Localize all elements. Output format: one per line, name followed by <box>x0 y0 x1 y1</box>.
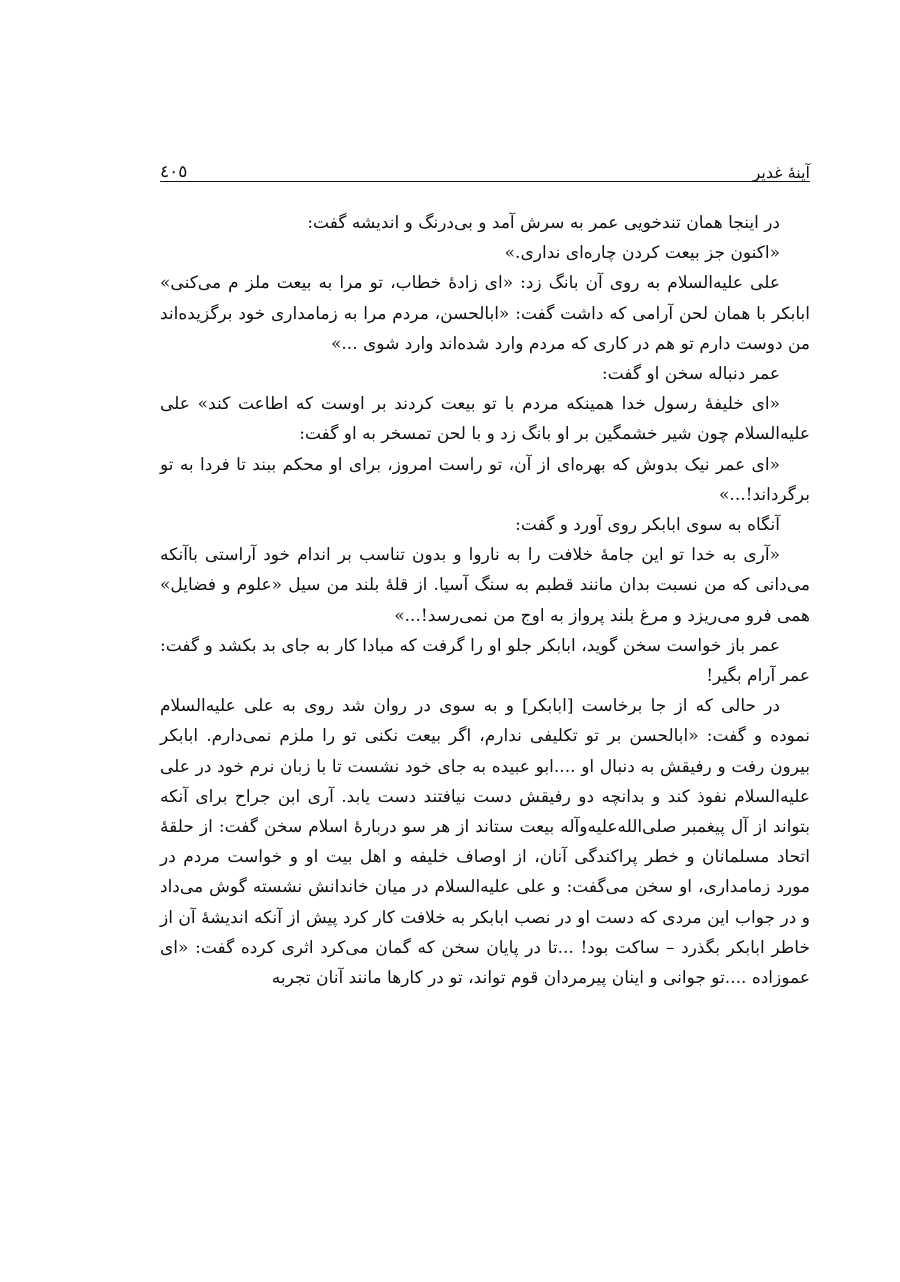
paragraph: «آری به خدا تو این جامهٔ خلافت را به ناروا و بدون تناسب بر اندام خود آراستی باآنکه می‌دانی که من نسبت بدان مانند قطبم به سنگ آسیا. از قلهٔ بلند من سیل «علوم و فضایل» همی فرو می‌ریزد و مرغ بلند پرواز به اوج من نمی‌رسد!...» <box>160 545 810 626</box>
book-title: آینهٔ غدیر <box>752 163 810 182</box>
paragraph: عمر باز خواست سخن گوید، ابابکر جلو او را گرفت که مبادا کار به جای بد بکشد و گفت: عمر آرام بگیر! <box>160 635 810 687</box>
paragraph: در حالی که از جا برخاست [ابابکر] و به سوی در روان شد روی به علی عليه‌السلام نموده و گفت: «ابالحسن بر تو تکلیفی ندارم، اگر بیعت نکنی تو را ملزم نمی‌دارم. ابابکر بیرون رفت و رفیقش به دنبال او ....ابو عبیده به جای خود نشست تا با زبان نرم خود در علی عليه‌السلام نفوذ کند و بدانچه دو رفیقش دست نیافتند دست یابد. آری ابن جراح برای آنکه بتواند از آل پیغمبر صلی‌الله‌علیه‌وآله بیعت ستاند از هر سو دربارهٔ اسلام سخن گفت: از حلقهٔ اتحاد مسلمانان و خطر پراکندگی آنان، از اوصاف خلیفه و اهل بیت او و خواست مردم در مورد زمامداری، او سخن می‌گفت: و علی عليه‌السلام در میان خاندانش نشسته گوش می‌داد و در جواب این مردی که دست او در نصب ابابکر به خلافت کار کرد پیش از آنکه اندیشهٔ آن از خاطر ابابکر بگذرد – ساکت بود! ...تا در پایان سخن که گمان می‌کرد اثری کرده گفت: «ای عموزاده ....تو جوانی و اینان پیرمردان قوم تواند، تو در کارها مانند آنان تجربه <box>160 696 810 989</box>
paragraph: آنگاه به سوی ابابکر روی آورد و گفت: <box>515 515 780 536</box>
paragraph: «ای عمر نیک بدوش که بهره‌ای از آن، تو راست امروز، برای او محکم ببند تا فردا به تو برگرداند!...» <box>160 454 810 505</box>
paragraph: عمر دنباله سخن او گفت: <box>601 364 780 385</box>
paragraph: علی عليه‌السلام به روی آن بانگ زد: «ای زادهٔ خطاب، تو مرا به بیعت ملز م می‌کنی» ابابکر با همان لحن آرامی که داشت گفت: «ابالحسن، مردم مرا به زمامداری خود برگزیده‌اند من دوست دارم تو هم در کاری که مردم وارد شده‌اند وارد شوی ...» <box>160 273 810 354</box>
page-number: ٤٠٥ <box>160 162 188 182</box>
paragraph: «ای خلیفهٔ رسول خدا همینکه مردم با تو بیعت کردند بر اوست که اطاعت کند» علی عليه‌السلام چون شیر خشمگین بر او بانگ زد و با لحن تمسخر به او گفت: <box>160 394 810 445</box>
body-text <box>160 208 810 993</box>
running-header <box>160 150 810 182</box>
paragraph: در اینجا همان تندخویی عمر به سرش آمد و بی‌درنگ و اندیشه گفت: <box>307 213 780 233</box>
paragraph: «اکنون جز بیعت کردن چاره‌ای نداری.» <box>504 243 780 264</box>
header-rule <box>160 181 810 182</box>
